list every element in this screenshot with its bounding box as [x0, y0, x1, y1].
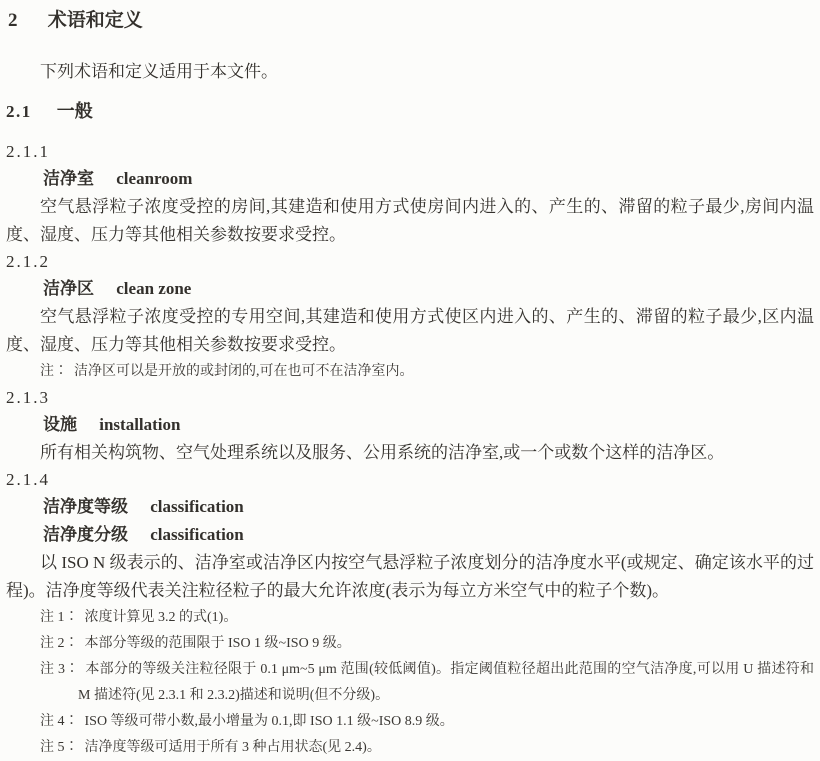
term-english: classification [150, 497, 244, 516]
note-label: 注 1∶ [40, 610, 79, 625]
chapter-title: 术语和定义 [47, 10, 143, 31]
intro-paragraph: 下列术语和定义适用于本文件。 [40, 62, 278, 81]
term-english: cleanroom [116, 169, 193, 188]
note-text: 本部分等级的范围限于 ISO 1 级~ISO 9 级。 [84, 636, 351, 651]
chapter-number: 2 [8, 10, 19, 31]
term-line [6, 275, 814, 303]
term-note [6, 735, 814, 761]
term-english: clean zone [116, 279, 192, 298]
term-english: classification [150, 525, 244, 544]
term-line [6, 521, 814, 549]
term-entry-2-1-1 [6, 139, 814, 249]
entry-number: 2.1.2 [6, 252, 50, 271]
term-entry-2-1-3 [6, 385, 814, 467]
term-note [6, 605, 814, 631]
section-title: 一般 [56, 101, 93, 121]
note-text: 浓度计算见 3.2 的式(1)。 [84, 610, 238, 625]
section-number: 2.1 [6, 102, 32, 121]
term-note [6, 657, 814, 709]
note-text: ISO 等级可带小数,最小增量为 0.1,即 ISO 1.1 级~ISO 8.9 级。 [84, 714, 454, 729]
term-chinese: 洁净室 [43, 169, 94, 188]
term-note [6, 709, 814, 735]
term-definition: 空气悬浮粒子浓度受控的专用空间,其建造和使用方式使区内进入的、产生的、滞留的粒子最少,区内温度、湿度、压力等其他相关参数按要求受控。 [6, 307, 814, 354]
term-note [6, 359, 814, 385]
note-text: 本部分的等级关注粒径限于 0.1 μm~5 μm 范围(较低阈值)。指定阈值粒径超出此范围的空气洁净度,可以用 U 描述符和 M 描述符(见 2.3.1 和 2.3.2)描述和说明(但不分级)。 [78, 662, 814, 703]
entry-number: 2.1.4 [6, 470, 50, 489]
term-entry-2-1-2 [6, 249, 814, 385]
note-label: 注∶ [40, 364, 68, 379]
term-chinese: 洁净度分级 [43, 525, 128, 544]
term-chinese: 设施 [43, 415, 77, 434]
term-entry-2-1-4 [6, 467, 814, 761]
term-line [6, 411, 814, 439]
term-chinese: 洁净区 [43, 279, 94, 298]
entry-number: 2.1.1 [6, 142, 50, 161]
note-label: 注 4∶ [40, 714, 79, 729]
note-text: 洁净度等级可适用于所有 3 种占用状态(见 2.4)。 [84, 740, 381, 755]
section-heading [6, 98, 814, 125]
term-definition: 以 ISO N 级表示的、洁净室或洁净区内按空气悬浮粒子浓度划分的洁净度水平(或规定、确定该水平的过程)。洁净度等级代表关注粒径粒子的最大允许浓度(表示为每立方米空气中的粒子个数)。 [6, 553, 814, 600]
term-line [6, 165, 814, 193]
note-text: 洁净区可以是开放的或封闭的,可在也可不在洁净室内。 [74, 364, 414, 379]
chapter-heading [8, 8, 814, 34]
term-definition: 空气悬浮粒子浓度受控的房间,其建造和使用方式使房间内进入的、产生的、滞留的粒子最少,房间内温度、湿度、压力等其他相关参数按要求受控。 [6, 197, 814, 244]
note-label: 注 2∶ [40, 636, 79, 651]
term-english: installation [99, 415, 181, 434]
term-chinese: 洁净度等级 [43, 497, 128, 516]
term-line [6, 493, 814, 521]
term-definition: 所有相关构筑物、空气处理系统以及服务、公用系统的洁净室,或一个或数个这样的洁净区。 [40, 443, 725, 462]
note-label: 注 3∶ [40, 662, 80, 677]
term-note [6, 631, 814, 657]
note-label: 注 5∶ [40, 740, 79, 755]
entry-number: 2.1.3 [6, 388, 50, 407]
